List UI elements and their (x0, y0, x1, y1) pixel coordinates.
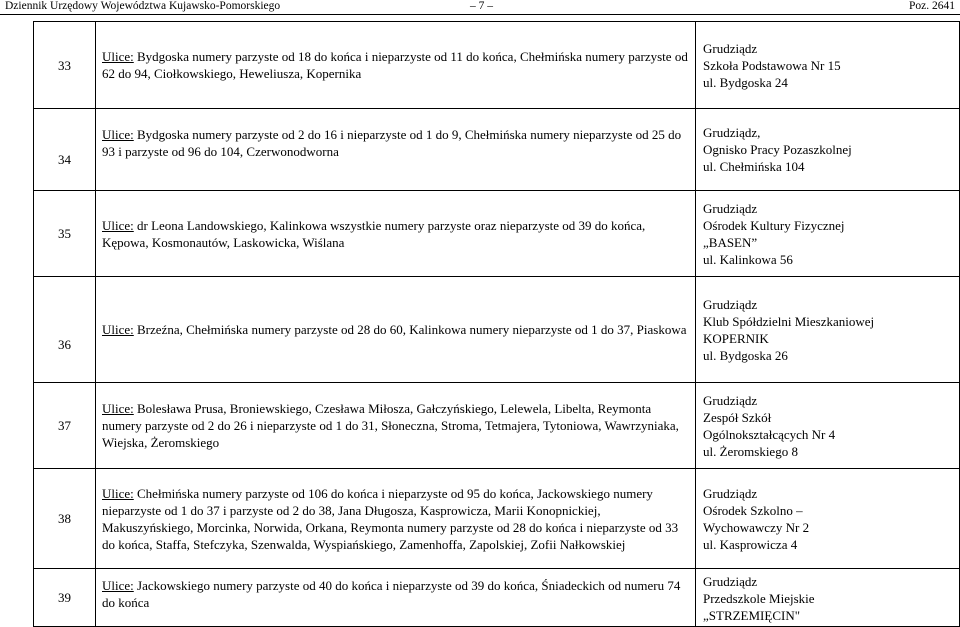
table-row (34, 109, 960, 191)
district-number: 34 (34, 109, 96, 191)
polling-place-cell (696, 109, 960, 191)
place-name: Ognisko Pracy Pozaszkolnej (703, 142, 852, 157)
table-row (34, 191, 960, 277)
journal-title: Dziennik Urzędowy Województwa Kujawsko-Pomorskiego (5, 0, 281, 12)
place-address: ul. Żeromskiego 8 (703, 443, 798, 459)
place-name-line2: „STRZEMIĘCIN" (703, 608, 801, 623)
district-number: 36 (34, 277, 96, 383)
streets-cell (96, 383, 696, 469)
place-address: ul. Bydgoska 24 (703, 74, 788, 90)
streets-prefix: Ulice: (102, 217, 134, 233)
streets-cell (96, 22, 696, 109)
place-name: Przedszkole Miejskie (703, 591, 815, 606)
streets-text: Brzeźna, Chełmińska numery parzyste od 28 do 60, Kalinkowa numery nieparzyste od 1 do 37, Piaskowa (133, 322, 687, 337)
place-address: ul. Bydgoska 26 (703, 347, 788, 363)
polling-place-cell (696, 569, 960, 627)
polling-place-cell (696, 383, 960, 469)
streets-prefix: Ulice: (102, 578, 134, 593)
place-city: Grudziądz (703, 485, 758, 501)
streets-cell (96, 277, 696, 383)
place-address: ul. Kalinkowa 56 (703, 251, 793, 267)
place-city: Grudziądz (703, 200, 758, 216)
place-city: Grudziądz (703, 296, 758, 312)
polling-place-cell (696, 277, 960, 383)
polling-districts-table (33, 21, 960, 627)
table-row (34, 569, 960, 627)
place-name: Klub Spółdzielni Mieszkaniowej (703, 313, 875, 329)
streets-text: Bolesława Prusa, Broniewskiego, Czesława Miłosza, Gałczyńskiego, Lelewela, Libelta, Reymonta numery parzyste od 2 do 26 i nieparzyste od 1 do 31, Słoneczna, Stroma, Tetmajera, Tytoniowa, Wawrzyniaka, Wiejska, Żeromskiego (102, 401, 679, 450)
position-number: Poz. 2641 (909, 0, 955, 12)
polling-place-cell (696, 22, 960, 109)
table-row (34, 277, 960, 383)
streets-cell (96, 469, 696, 569)
polling-place-cell (696, 469, 960, 569)
place-name-line2: KOPERNIK (703, 330, 769, 346)
streets-prefix: Ulice: (102, 127, 134, 142)
place-name-line2: Ogólnokształcących Nr 4 (703, 426, 836, 442)
place-address: ul. Kasprowicza 4 (703, 536, 798, 552)
streets-text: Jackowskiego numery parzyste od 40 do końca i nieparzyste od 39 do końca, Śniadeckich od numeru 74 do końca (102, 578, 681, 610)
streets-text: dr Leona Landowskiego, Kalinkowa wszystkie numery parzyste oraz nieparzyste od 39 do końca, Kępowa, Kosmonautów, Laskowicka, Wiślana (102, 217, 646, 250)
place-name: Ośrodek Szkolno – (703, 502, 803, 518)
streets-prefix: Ulice: (102, 49, 134, 64)
place-city: Grudziądz (703, 40, 758, 56)
district-number: 39 (34, 569, 96, 627)
district-number: 38 (34, 469, 96, 569)
streets-text: Chełmińska numery parzyste od 106 do końca i nieparzyste od 95 do końca, Jackowskiego numery nieparzyste od 1 do 37 i parzyste od 2 do 38, Jana Długosza, Kasprowicza, Marii Konopnickiej, Makuszyńskiego, Morcinka, Norwida, Orkana, Reymonta numery parzyste od 28 do końca i nieparzyste od 33 do końca, Staffa, Stefczyka, Szenwalda, Wyspiańskiego, Zamenhoffa, Zapolskiej, Zofii Nałkowskiej (102, 485, 679, 552)
place-address: ul. Chełmińska 104 (703, 159, 805, 174)
polling-place-cell (696, 191, 960, 277)
place-name: Zespół Szkół (703, 409, 772, 425)
streets-text: Bydgoska numery parzyste od 2 do 16 i nieparzyste od 1 do 9, Chełmińska numery nieparzyste od 25 do 93 i parzyste od 96 do 104, Czerwonodworna (102, 127, 682, 159)
streets-cell (96, 569, 696, 627)
place-name-quote: „BASEN” (703, 234, 758, 250)
page-number: – 7 – (470, 0, 493, 12)
place-city: Grudziądz (703, 392, 758, 408)
streets-text: Bydgoska numery parzyste od 18 do końca i nieparzyste od 11 do końca, Chełmińska numery parzyste od 62 do 94, Ciołkowskiego, Heweliusza, Kopernika (102, 49, 688, 81)
district-number: 33 (34, 22, 96, 109)
place-city: Grudziądz (703, 574, 758, 589)
district-number: 35 (34, 191, 96, 277)
page-header (0, 0, 960, 15)
table-row (34, 22, 960, 109)
table-row (34, 469, 960, 569)
district-number: 37 (34, 383, 96, 469)
streets-prefix: Ulice: (102, 322, 134, 337)
streets-prefix: Ulice: (102, 485, 134, 501)
place-city: Grudziądz, (703, 125, 761, 140)
place-name: Ośrodek Kultury Fizycznej (703, 217, 845, 233)
streets-cell (96, 191, 696, 277)
table-row (34, 383, 960, 469)
streets-cell (96, 109, 696, 191)
streets-prefix: Ulice: (102, 401, 134, 416)
place-name-line2: Wychowawczy Nr 2 (703, 519, 810, 535)
place-name: Szkoła Podstawowa Nr 15 (703, 57, 841, 73)
